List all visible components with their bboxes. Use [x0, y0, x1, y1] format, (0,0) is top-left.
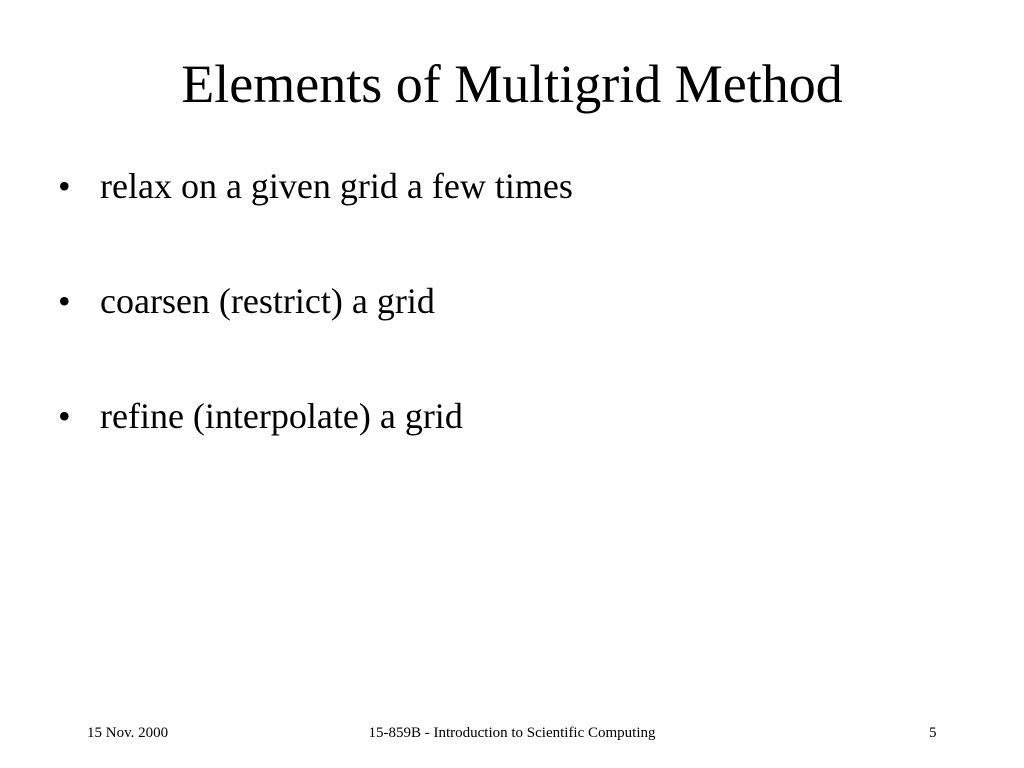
bullet-text: refine (interpolate) a grid	[100, 396, 463, 436]
slide-title: Elements of Multigrid Method	[181, 54, 843, 114]
bullet-text: relax on a given grid a few times	[100, 166, 573, 206]
bullet-marker: •	[58, 166, 71, 206]
footer-course-title: 15-859B - Introduction to Scientific Computing	[368, 725, 656, 741]
footer-date: 15 Nov. 2000	[87, 725, 169, 741]
bullet-marker: •	[58, 281, 71, 321]
bullet-text: coarsen (restrict) a grid	[100, 281, 435, 321]
slide-footer	[0, 722, 1024, 744]
bullet-marker: •	[58, 396, 71, 436]
footer-page-number: 5	[929, 725, 937, 741]
